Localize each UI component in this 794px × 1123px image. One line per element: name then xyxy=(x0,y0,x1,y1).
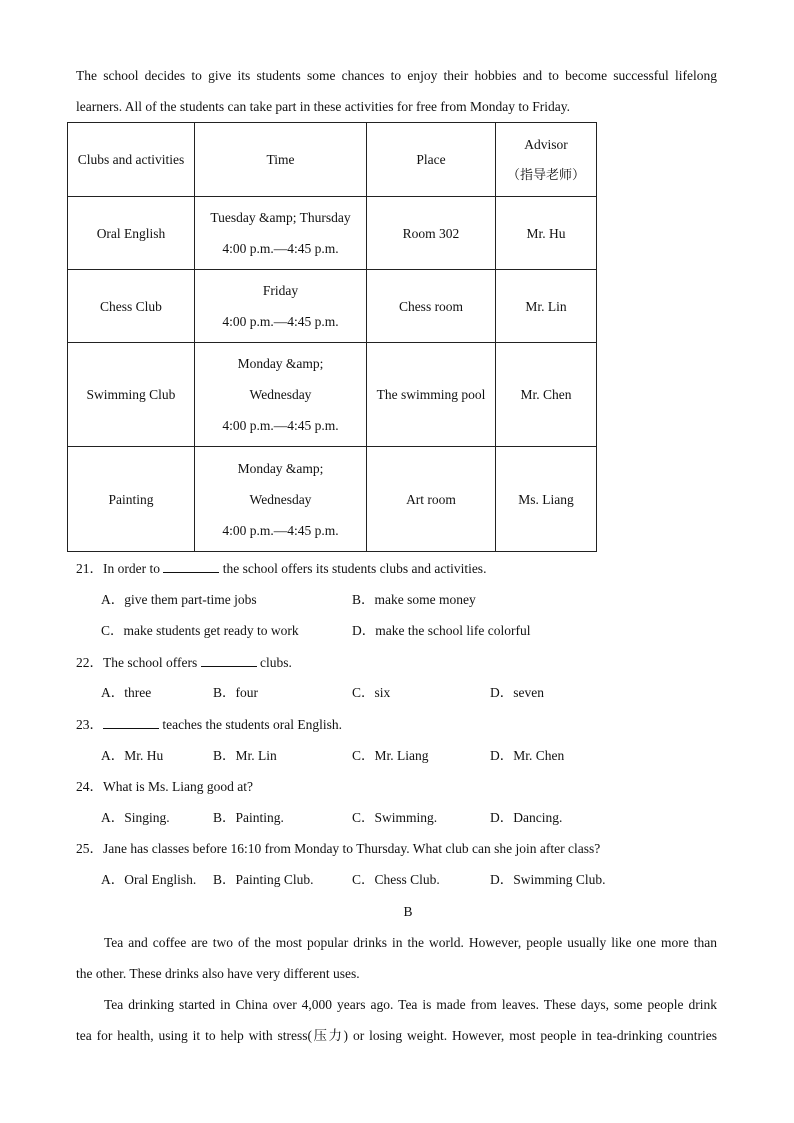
option-24-c: C．Swimming. xyxy=(352,810,438,825)
option-24-d: D．Dancing. xyxy=(490,810,563,825)
advisor-cell: Mr. Chen xyxy=(496,343,597,447)
question-text: What is Ms. Liang good at? xyxy=(103,779,253,794)
option-23-c: C．Mr. Liang xyxy=(352,748,429,763)
passage-p1-line-2: the other. These drinks also have very different uses. xyxy=(76,966,360,981)
option-25-c: C．Chess Club. xyxy=(352,872,440,887)
option-22-c: C．six xyxy=(352,685,391,700)
section-heading: B xyxy=(403,904,413,919)
place-cell: The swimming pool xyxy=(367,343,496,447)
option-21-d: D．make the school life colorful xyxy=(352,623,531,638)
option-21-b: B．make some money xyxy=(352,592,476,607)
option-22-b: B．four xyxy=(213,685,258,700)
option-22-a: A．three xyxy=(101,685,152,700)
time-line: 4:00 p.m.—4:45 p.m. xyxy=(222,241,339,256)
header-advisor-label: Advisor xyxy=(524,136,568,152)
question-number: 21． xyxy=(76,561,103,576)
passage-p2-line-2: tea for health, using it to help with stress(压力) or losing weight. However, most people in tea-drinking countries xyxy=(76,1028,717,1043)
option-24-b: B．Painting. xyxy=(213,810,284,825)
place-cell: Room 302 xyxy=(367,197,496,270)
table-header-row xyxy=(68,123,597,197)
time-line: Friday xyxy=(262,283,299,298)
table-row xyxy=(68,343,597,447)
question-text-post: teaches the students oral English. xyxy=(159,717,342,732)
header-time: Time xyxy=(195,123,367,197)
question-text-post: clubs. xyxy=(256,655,292,670)
passage-p1-line-1: Tea and coffee are two of the most popular drinks in the world. However, people usually like one more than xyxy=(104,935,717,950)
answer-blank xyxy=(163,560,219,573)
option-24-a: A．Singing. xyxy=(101,810,170,825)
question-number: 24． xyxy=(76,779,103,794)
option-21-a: A．give them part-time jobs xyxy=(101,592,257,607)
header-place: Place xyxy=(367,123,496,197)
time-line: Tuesday &amp; Thursday xyxy=(210,210,351,225)
question-25 xyxy=(76,841,600,857)
time-line: Wednesday xyxy=(249,387,312,402)
time-cell xyxy=(195,343,367,447)
club-cell: Swimming Club xyxy=(68,343,195,447)
question-text-pre: The school offers xyxy=(103,655,201,670)
intro-line-2: learners. All of the students can take part in these activities for free from Monday to Friday. xyxy=(76,99,570,114)
club-cell: Chess Club xyxy=(68,270,195,343)
option-25-d: D．Swimming Club. xyxy=(490,872,606,887)
option-22-d: D．seven xyxy=(490,685,544,700)
question-number: 23． xyxy=(76,717,103,732)
answer-blank xyxy=(103,716,159,729)
table-row xyxy=(68,447,597,552)
option-23-a: A．Mr. Hu xyxy=(101,748,164,763)
question-24 xyxy=(76,779,253,795)
header-advisor-chinese: （指导老师） xyxy=(506,167,585,183)
time-line: Monday &amp; xyxy=(237,356,324,371)
advisor-cell: Ms. Liang xyxy=(496,447,597,552)
time-line: 4:00 p.m.—4:45 p.m. xyxy=(222,418,339,433)
table-row xyxy=(68,197,597,270)
option-23-b: B．Mr. Lin xyxy=(213,748,277,763)
answer-blank xyxy=(201,654,257,667)
question-23 xyxy=(76,716,342,733)
table-row xyxy=(68,270,597,343)
club-cell: Oral English xyxy=(68,197,195,270)
time-line: Monday &amp; xyxy=(237,460,324,476)
advisor-cell: Mr. Lin xyxy=(496,270,597,343)
time-cell xyxy=(195,447,367,552)
question-number: 25． xyxy=(76,841,103,856)
question-text-pre: In order to xyxy=(103,561,164,576)
option-21-c: C．make students get ready to work xyxy=(101,623,299,638)
question-21 xyxy=(76,560,486,577)
advisor-cell: Mr. Hu xyxy=(496,197,597,270)
place-cell: Art room xyxy=(367,447,496,552)
time-line: Wednesday xyxy=(249,491,312,507)
clubs-table xyxy=(67,122,597,552)
time-cell xyxy=(195,270,367,343)
intro-line-1: The school decides to give its students some chances to enjoy their hobbies and to become successful lifelong xyxy=(76,68,717,83)
time-line: 4:00 p.m.—4:45 p.m. xyxy=(222,314,339,329)
header-clubs: Clubs and activities xyxy=(68,123,195,197)
place-cell: Chess room xyxy=(367,270,496,343)
club-cell: Painting xyxy=(68,447,195,552)
question-22 xyxy=(76,654,292,671)
question-text-post: the school offers its students clubs and activities. xyxy=(219,561,487,576)
passage-p2-line-1: Tea drinking started in China over 4,000 years ago. Tea is made from leaves. These days, some people drink xyxy=(104,997,717,1012)
time-cell xyxy=(195,197,367,270)
option-25-a: A．Oral English. xyxy=(101,872,197,887)
option-23-d: D．Mr. Chen xyxy=(490,748,565,763)
time-line: 4:00 p.m.—4:45 p.m. xyxy=(222,522,339,538)
option-25-b: B．Painting Club. xyxy=(213,872,314,887)
header-advisor xyxy=(496,123,597,197)
question-text: Jane has classes before 16:10 from Monday to Thursday. What club can she join after class? xyxy=(103,841,601,856)
question-number: 22． xyxy=(76,655,103,670)
